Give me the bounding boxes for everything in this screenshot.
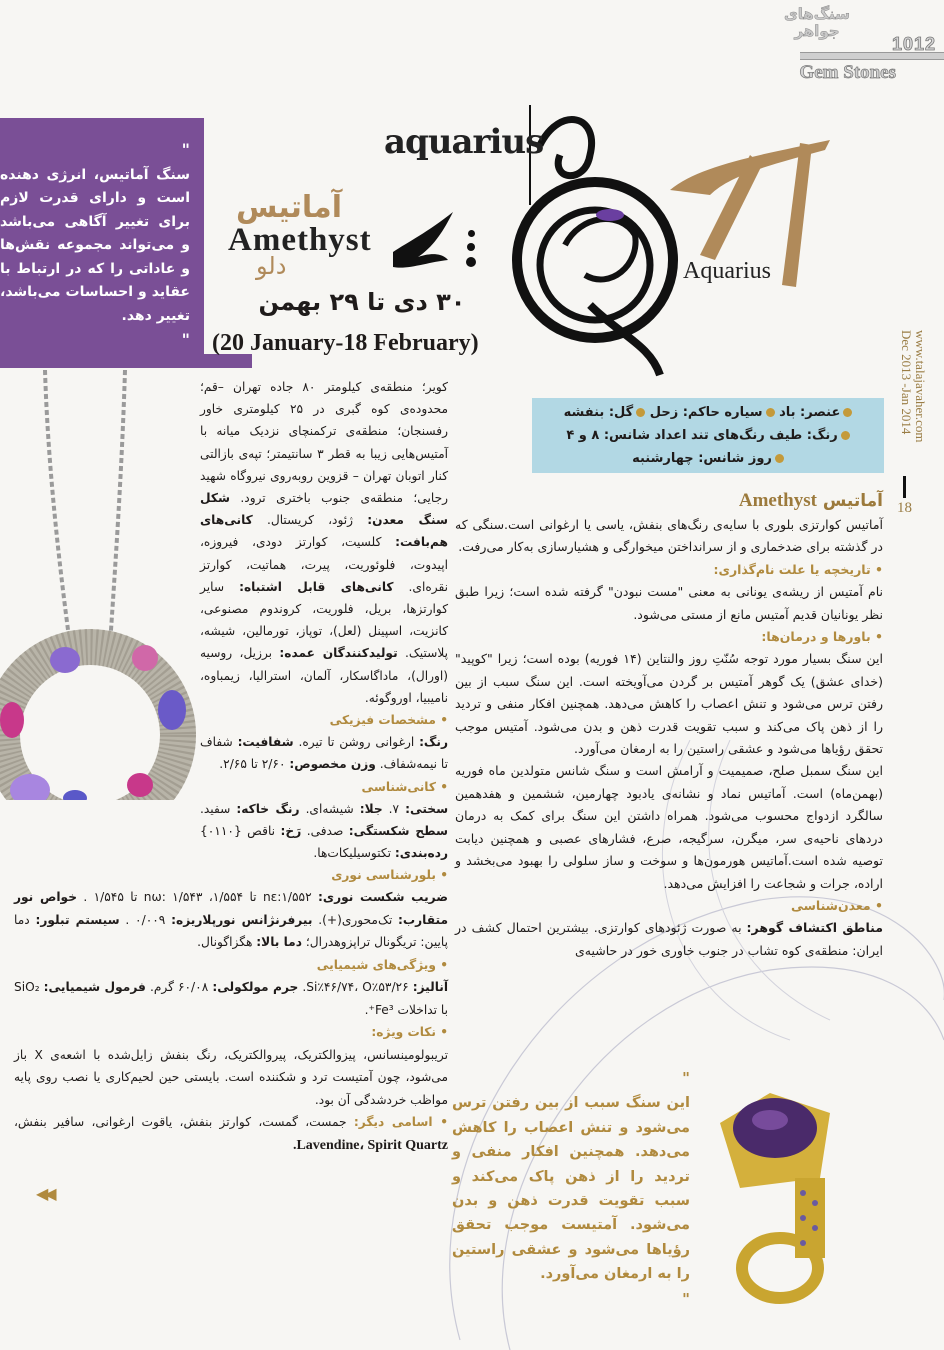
mineral-paragraph xyxy=(200,798,448,865)
info-color: رنگ: طیف رنگ‌های تند xyxy=(691,428,838,443)
gold-pull-quote xyxy=(452,1066,690,1312)
analysis-text: Si٪۴۶/۷۴، O٪۵۳/۲۶. xyxy=(302,980,409,994)
formula-text: SiO₂ با تداخلات Fe³⁺. xyxy=(14,980,448,1017)
open-quote-mark: " xyxy=(682,1069,690,1087)
pull-quote-text-block xyxy=(0,138,190,354)
hightemp-text: هگزاگونال. xyxy=(197,935,253,949)
notes-heading: • نکات ویژه: xyxy=(371,1025,448,1039)
sign-info-box xyxy=(532,398,884,473)
aquarius-zodiac-illustration xyxy=(500,95,830,380)
shape-label: شکل سنگ معدن: xyxy=(200,491,448,528)
assoc-text: کلسیت، کوارتز دودی، فیروزه، اپیدوت، فلوئوریت، پیرت، هماتیت، کوارتز نقره‌ای. xyxy=(200,535,449,594)
close-quote-mark: " xyxy=(682,1289,690,1308)
aliases-text: جمست، گمست، کوارتز بنفش، یاقوت ارغوانی، سافیر بنفش، xyxy=(14,1115,347,1129)
deposits-text: به صورت ژئودهای کوارتزی. بیشترین احتمال کشف در ایران: منطقه‌ی کوه تشاب در جنوب خاوری خور در حاشیه‌ی xyxy=(455,920,883,958)
close-quote-mark: " xyxy=(181,330,190,349)
mineralogy-heading: • معدن‌شناسی xyxy=(790,897,883,913)
colon-dots-decoration xyxy=(466,230,476,280)
info-row-2 xyxy=(532,424,884,447)
biref-text: ۰/۰۰۹ . xyxy=(125,912,166,927)
fracture-label: سطح شکستگی: xyxy=(348,824,449,839)
pull-quote-frame-edge xyxy=(200,118,204,368)
sign-label-en: Aquarius xyxy=(683,258,771,284)
chem-paragraph xyxy=(14,976,448,1021)
article-right-column xyxy=(455,488,883,962)
info-row-3 xyxy=(532,447,884,470)
history-text: نام آمتیس از ریشه‌ی یونانی به معنی "مست نبودن" گرفته شده است؛ زیرا طبق نظر یونانیان قدیم آمتیس مانع از مستی می‌شود. xyxy=(455,584,883,622)
continuation-text: کویر؛ منطقه‌ی کیلومتر ۸۰ جاده تهران –قم؛ محدوده‌ی کوه گبری در ۲۵ کیلومتری خاور رفسنجان؛ منطقه‌ی ترکمنچای نزدیک میانه با آمتیس‌هایی زیبا به قطر ۳ سانتیمتر؛ تپه‌ی بازالتی کنار اتوبان تهران – قزوین روبه‌روی نیروگاه شهید رجایی؛ منطقه‌ی جنوب باختری ترود. xyxy=(200,380,449,506)
side-divider xyxy=(903,476,906,498)
optics-heading: • بلورشناسی نوری xyxy=(331,868,448,883)
bullet-dot-icon xyxy=(766,408,775,417)
hardness-text: ۷. xyxy=(388,801,400,816)
optic-text: تک‌محوری(+). xyxy=(318,912,393,927)
aliases-paragraph xyxy=(14,1111,448,1157)
shape-text: ژئود، کریستال. xyxy=(266,513,354,528)
side-publication-info xyxy=(895,330,928,516)
molar-text: ۶۰/۰۸ گرم. xyxy=(149,980,209,994)
color-text: ارغوانی روشن تا تیره. xyxy=(298,735,415,750)
sign-name-fa: دلو xyxy=(256,252,287,280)
streak-text: سفید. xyxy=(200,801,231,816)
article-left-column-top xyxy=(200,376,448,887)
website-link[interactable]: www.talajavaher.com xyxy=(913,330,928,443)
sg-label: وزن مخصوص: xyxy=(289,757,376,772)
amethyst-pendant-necklace-image xyxy=(0,370,200,800)
formula-label: فرمول شیمیایی: xyxy=(43,980,146,994)
info-element: عنصر: باد xyxy=(779,405,841,420)
transparency-label: شفافیت: xyxy=(237,735,294,750)
streak-label: رنگ خاکه: xyxy=(236,801,300,816)
issue-date: Dec 2013 -Jan 2014 xyxy=(899,330,914,435)
system-label: سیستم تبلور: xyxy=(35,912,120,927)
chem-heading: • ویژگی‌های شیمیایی xyxy=(316,957,448,972)
masthead-fa-name: سنگ‌های جواهر xyxy=(783,5,850,40)
producers-text: برزیل، روسیه (اورال)، ماداگاسکار، آلمان، استرالیا، زیمباوه، نامیبیا، اوروگوئه. xyxy=(200,646,448,705)
luster-text: شیشه‌ای. xyxy=(305,801,354,816)
optics-paragraph xyxy=(14,886,448,954)
page-number: 18 xyxy=(897,500,912,516)
assoc-label: کانی‌های هم‌بافت: xyxy=(200,513,449,550)
article-title-fa: آماتیس xyxy=(822,491,883,511)
confuse-text: سایر کوارتزها، بریل، فلوریت، کروندوم مصنوعی، کانزیت، اسپینل (لعل)، توپاز، تورمالین، شیشه، پلاستیک. xyxy=(200,579,448,661)
beliefs-text-1: این سنگ بسیار مورد توجه سُنّتِ روز والنتاین (۱۴ فوریه) بوده است؛ زیرا "کوپید" (خدای عشق) یک گوهر آمتیس بر گردن می‌آویخته است. این سنگ سبب از بین رفتن ترس می‌شود و تنش اعصاب را کاهش می‌دهد. همچنین افکار منفی و تردید را از ذهن پاک می‌کند و سبب تقویت قدرت ذهن و بدن می‌شود. آمتیس موجب تحقق رؤیاها می‌شود و عشقی راستین را به ارمغان می‌آورد. xyxy=(455,651,883,757)
optic-label: خواص نور متقارب: xyxy=(14,890,449,927)
beliefs-heading: • باورها و درمان‌ها: xyxy=(761,629,883,645)
hardness-label: سختی: xyxy=(405,801,449,816)
pull-quote-text: سنگ آماتیس، انرژی دهنده است و دارای قدرت لازم برای تغییر آگاهی می‌باشد و می‌تواند مجموعه نقش‌ها و عاداتی را که در ارتباط با عقاید و احساسات می‌باشد، تغییر دهد. xyxy=(0,166,190,324)
notes-text: تریبولومینسانس، پیزوالکتریک، پیروالکتریک، رنگ بنفش زایل‌شده با اشعه‌ی X باز می‌شود، چون آمتیست ترد و شکننده است. بایستی حین لحیم‌کاری یا نصب روی پایه مواظب خردشدگی آن بود. xyxy=(14,1047,448,1107)
luster-label: جلا: xyxy=(359,801,383,816)
physical-heading: • مشخصات فیزیکی xyxy=(329,713,448,728)
sg-text: ۲/۶۰ تا ۲/۶۵. xyxy=(219,757,286,772)
date-range-fa: ۳۰ دی تا ۲۹ بهمن xyxy=(258,288,466,316)
info-lucky-day: روز شانس: چهارشنبه xyxy=(632,451,772,466)
mineral-heading: • کانی‌شناسی xyxy=(361,779,448,794)
date-range-en: (20 January-18 February) xyxy=(212,330,479,356)
article-title-en: Amethyst xyxy=(738,490,817,511)
bullet-dot-icon xyxy=(841,431,850,440)
masthead xyxy=(760,0,944,88)
stone-title-en: Amethyst xyxy=(228,222,372,258)
biref-label: بیرفرنژانس نورپلاریزه: xyxy=(171,912,313,927)
physical-paragraph xyxy=(200,731,448,775)
aliases-label: • اسامی دیگر: xyxy=(353,1115,448,1129)
stone-title-fa: آماتیس xyxy=(236,190,343,225)
article-left-column-bottom xyxy=(14,886,448,1157)
article-intro: آماتیس کوارتزی بلوری با سایه‌ی رنگ‌های بنفش، یاسی یا ارغوانی است.سنگی که در گذشته برای ضدخماری و از سرانداختن میخوارگی و هشیارسازی به‌کار می‌رفت. xyxy=(455,517,883,555)
bullet-dot-icon xyxy=(636,408,645,417)
pull-quote-box xyxy=(0,118,200,354)
confuse-label: کانی‌های قابل اشتباه: xyxy=(239,579,394,594)
info-lucky-numbers: اعداد شانس: ۸ و ۴ xyxy=(566,428,687,443)
aliases-en: Lavendine، Spirit Quartz. xyxy=(292,1137,448,1153)
analysis-label: آنالیز: xyxy=(412,980,449,994)
cleavage-text: ناقص {۰۱۱۰} xyxy=(200,824,276,839)
deposits-label: مناطق اکتشاف گوهر: xyxy=(746,920,883,936)
transparency-text: شفاف تا نیمه‌شفاف. xyxy=(200,735,448,772)
molar-label: جرم مولکولی: xyxy=(212,980,299,994)
side-text-block xyxy=(899,330,927,443)
left-paragraph-1 xyxy=(200,376,448,709)
masthead-issue-number: 1012 xyxy=(891,34,936,54)
bullet-dot-icon xyxy=(775,454,784,463)
system-text: دما پایین: تریگونال تراپزوهدرال؛ xyxy=(14,912,448,949)
hightemp-label: دما بالا: xyxy=(256,935,302,949)
bullet-dot-icon xyxy=(843,408,852,417)
deposits-paragraph xyxy=(455,917,883,962)
gold-pull-quote-text: این سنگ سبب از بین رفتن ترس می‌شود و تنش اعصاب را کاهش می‌دهد. همچنین افکار منفی و تردید را از ذهن پاک می‌کند و سبب تقویت قدرت ذهن و بدن می‌شود. آمتیست موجب تحقق رؤیاها می‌شود و عشقی راستین را به ارمغان می‌آورد. xyxy=(452,1095,690,1283)
color-label: رنگ: xyxy=(419,735,449,750)
amethyst-gold-ring-image xyxy=(700,1068,868,1308)
cleavage-label: رَخ: xyxy=(280,824,302,839)
open-quote-mark: " xyxy=(181,140,190,159)
info-planet: سیاره حاکم: زحل xyxy=(649,405,763,420)
fracture-text: صدفی. xyxy=(306,824,344,839)
producers-label: تولیدکنندگان عمده: xyxy=(279,646,398,661)
history-heading: • تاریخچه یا علت نام‌گذاری: xyxy=(713,561,883,577)
class-text: تکتوسیلیکات‌ها. xyxy=(313,846,392,861)
class-label: رده‌بندی: xyxy=(394,846,448,861)
ri-text: nε:۱/۵۵۲ تا ۱/۵۵۴، nω: ۱/۵۴۳ تا ۱/۵۴۵ . xyxy=(83,890,312,904)
info-row-1 xyxy=(532,401,884,424)
masthead-en-name: Gem Stones xyxy=(799,62,896,83)
sign-script-title: aquarius xyxy=(384,122,544,162)
decorative-flourish-icon xyxy=(388,212,458,272)
beliefs-text-2: این سنگ سمبل صلح، صمیمیت و آرامش است و سنگ شانس متولدین ماه فوریه (بهمن‌ماه) است. آماتیس نماد و نشانه‌ی یادبود چهارمین، ششمین و هفدهمین سالگرد ازدواج محسوب می‌شود. همراه داشتن این سنگ برای کمک به درمان دردهای ناحیه‌ی سر، میگرن، سرگیجه، صرع، فشارهای عصبی و همچنین دیابت توصیه شده است.آماتیس هورمون‌ها و سوخت و ساز سلولی را بهبود می‌بخشد و اراده، جرات و شجاعت را افزایش می‌دهد. xyxy=(455,763,883,891)
ri-label: ضریب شکست نوری: xyxy=(318,890,449,904)
article-title xyxy=(455,488,883,514)
info-flower: گل: بنفشه xyxy=(563,405,634,420)
end-of-article-arrow-icon: ◀◀ xyxy=(36,1184,53,1203)
